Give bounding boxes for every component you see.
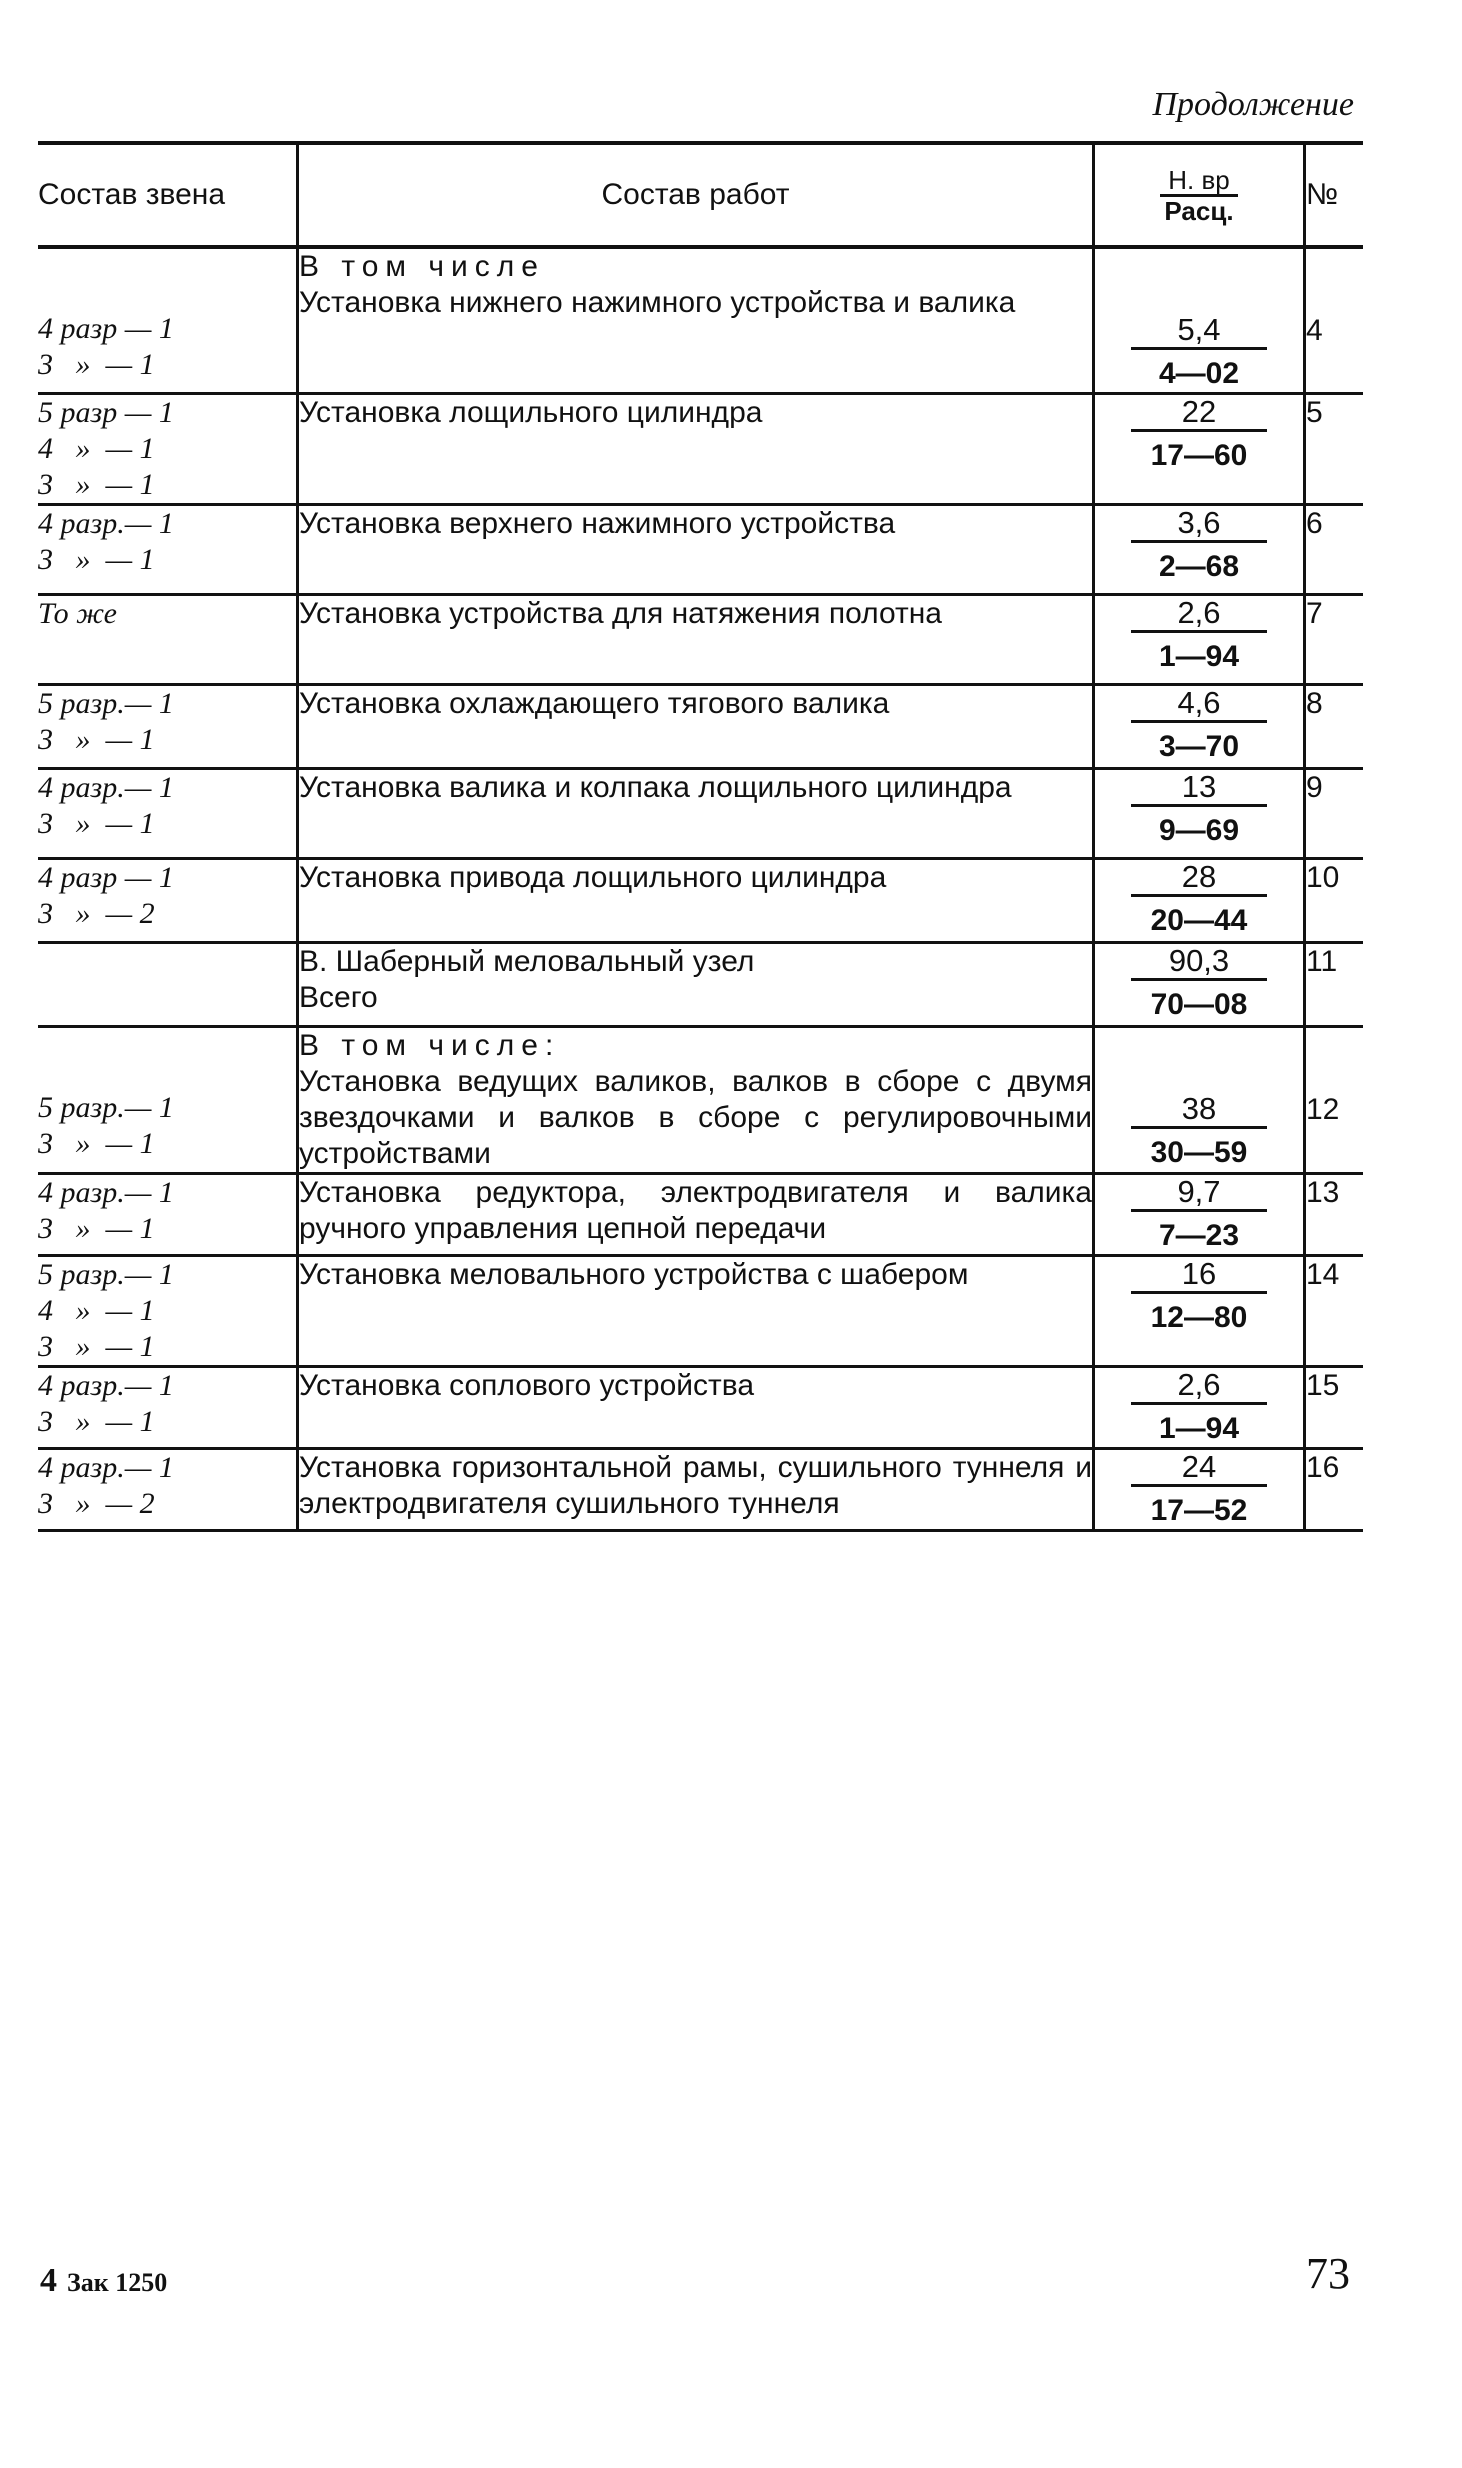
norms-table xyxy=(38,141,1363,1532)
crew-cell xyxy=(38,394,298,505)
crew-line: 4 разр.— 1 xyxy=(38,507,174,540)
work-description-cell xyxy=(298,1174,1094,1256)
rate-value: 20—44 xyxy=(1150,904,1248,937)
page-number: 73 xyxy=(1306,2249,1350,2298)
crew-line: 3 » — 2 xyxy=(38,897,155,930)
crew-line: 3 » — 1 xyxy=(38,723,155,756)
crew-line: 4 разр.— 1 xyxy=(38,1369,174,1402)
work-text: Установка ведущих валиков, валков в сборе с двумя звездочками и валков в сборе с регулировочными устройствами xyxy=(299,1065,1092,1170)
time-norm: 24 xyxy=(1131,1450,1267,1487)
table-header-row xyxy=(38,143,1363,247)
work-description-cell xyxy=(298,1449,1094,1531)
work-text: Установка валика и колпака лощильного цилиндра xyxy=(299,771,1012,804)
header-norm xyxy=(1094,143,1305,247)
table-row xyxy=(38,685,1363,769)
table-row xyxy=(38,595,1363,685)
row-number: 7 xyxy=(1305,595,1364,685)
time-norm: 2,6 xyxy=(1131,596,1267,633)
norm-cell xyxy=(1094,1449,1305,1531)
row-number: 9 xyxy=(1305,769,1364,859)
norm-cell xyxy=(1094,247,1305,394)
work-description-cell xyxy=(298,859,1094,943)
table-row xyxy=(38,1027,1363,1174)
rate-value: 3—70 xyxy=(1158,730,1240,763)
crew-line: 5 разр.— 1 xyxy=(38,1091,174,1124)
row-number: 16 xyxy=(1305,1449,1364,1531)
row-number: 15 xyxy=(1305,1367,1364,1449)
crew-line: 4 » — 1 xyxy=(38,432,155,465)
work-description-cell xyxy=(298,1367,1094,1449)
crew-cell xyxy=(38,595,298,685)
crew-line: 5 разр.— 1 xyxy=(38,687,174,720)
norm-cell xyxy=(1094,1174,1305,1256)
crew-line: 3 » — 1 xyxy=(38,348,155,381)
crew-cell xyxy=(38,943,298,1027)
header-norm-time: Н. вр xyxy=(1160,166,1238,197)
crew-cell xyxy=(38,769,298,859)
rate-value: 70—08 xyxy=(1150,988,1248,1021)
time-norm: 22 xyxy=(1131,395,1267,432)
table-row xyxy=(38,1449,1363,1531)
rate-value: 12—80 xyxy=(1150,1301,1248,1334)
table-row xyxy=(38,859,1363,943)
work-description-cell xyxy=(298,1256,1094,1367)
crew-line: 5 разр — 1 xyxy=(38,396,174,429)
table-row xyxy=(38,1367,1363,1449)
crew-line: 4 разр — 1 xyxy=(38,312,174,345)
time-norm: 4,6 xyxy=(1131,686,1267,723)
time-norm: 3,6 xyxy=(1131,506,1267,543)
header-work: Состав работ xyxy=(298,143,1094,247)
rate-value: 30—59 xyxy=(1150,1136,1248,1169)
work-text: Установка соплового устройства xyxy=(299,1369,755,1402)
table-row xyxy=(38,1174,1363,1256)
rate-value: 4—02 xyxy=(1158,357,1240,390)
work-description-cell xyxy=(298,505,1094,595)
row-number: 13 xyxy=(1305,1174,1364,1256)
crew-line: 4 » — 1 xyxy=(38,1294,155,1327)
header-number: № xyxy=(1305,143,1364,247)
crew-cell xyxy=(38,247,298,394)
work-description-cell xyxy=(298,769,1094,859)
row-number: 12 xyxy=(1305,1027,1364,1174)
crew-line: 4 разр.— 1 xyxy=(38,1451,174,1484)
header-crew: Состав звена xyxy=(38,143,298,247)
work-description-cell xyxy=(298,595,1094,685)
subtotal-heading: В том числе xyxy=(299,250,545,283)
work-description-cell xyxy=(298,394,1094,505)
crew-cell xyxy=(38,505,298,595)
rate-value: 1—94 xyxy=(1158,1412,1240,1445)
work-text: Установка верхнего нажимного устройства xyxy=(299,507,896,540)
table-row xyxy=(38,505,1363,595)
time-norm: 9,7 xyxy=(1131,1175,1267,1212)
table-row xyxy=(38,394,1363,505)
crew-line: 3 » — 1 xyxy=(38,1127,155,1160)
time-norm: 38 xyxy=(1131,1092,1267,1129)
time-norm: 5,4 xyxy=(1131,313,1267,350)
row-number: 8 xyxy=(1305,685,1364,769)
norm-cell xyxy=(1094,505,1305,595)
table-row xyxy=(38,769,1363,859)
work-text: Установка нижнего нажимного устройства и валика xyxy=(299,286,1016,319)
crew-line: 3 » — 1 xyxy=(38,807,155,840)
norm-cell xyxy=(1094,859,1305,943)
work-text: Установка горизонтальной рамы, сушильного туннеля и электродвигателя сушильного туннеля xyxy=(299,1451,1092,1520)
sheet-number: 4 xyxy=(40,2262,57,2299)
crew-cell xyxy=(38,859,298,943)
work-text: Установка редуктора, электродвигателя и валика ручного управления цепной передачи xyxy=(299,1176,1092,1245)
norm-cell xyxy=(1094,685,1305,769)
work-text: В. Шаберный меловальный узел xyxy=(299,945,755,978)
rate-value: 7—23 xyxy=(1158,1219,1240,1252)
work-text: Установка лощильного цилиндра xyxy=(299,396,763,429)
row-number: 6 xyxy=(1305,505,1364,595)
work-description-cell xyxy=(298,685,1094,769)
rate-value: 17—52 xyxy=(1150,1494,1248,1527)
norm-cell xyxy=(1094,1027,1305,1174)
crew-cell xyxy=(38,1027,298,1174)
crew-line: 4 разр.— 1 xyxy=(38,1176,174,1209)
time-norm: 2,6 xyxy=(1131,1368,1267,1405)
continuation-label: Продолжение xyxy=(1152,86,1354,123)
time-norm: 90,3 xyxy=(1131,944,1267,981)
header-norm-rate: Расц. xyxy=(1164,195,1234,226)
row-number: 14 xyxy=(1305,1256,1364,1367)
rate-value: 17—60 xyxy=(1150,439,1248,472)
time-norm: 13 xyxy=(1131,770,1267,807)
norm-cell xyxy=(1094,394,1305,505)
crew-cell xyxy=(38,1256,298,1367)
norm-cell xyxy=(1094,943,1305,1027)
subtotal-heading: В том числе: xyxy=(299,1029,561,1062)
crew-line: 4 разр.— 1 xyxy=(38,771,174,804)
crew-line: 3 » — 1 xyxy=(38,468,155,501)
work-text: Установка меловального устройства с шабером xyxy=(299,1258,969,1291)
order-number: Зак 1250 xyxy=(67,2268,168,2297)
rate-value: 1—94 xyxy=(1158,640,1240,673)
row-number: 4 xyxy=(1305,247,1364,394)
row-number: 10 xyxy=(1305,859,1364,943)
table-row xyxy=(38,247,1363,394)
crew-line: 3 » — 1 xyxy=(38,1330,155,1363)
work-text: Установка устройства для натяжения полотна xyxy=(299,597,942,630)
crew-line: 3 » — 2 xyxy=(38,1487,155,1520)
crew-line: 3 » — 1 xyxy=(38,1405,155,1438)
crew-line: 5 разр.— 1 xyxy=(38,1258,174,1291)
crew-line: 4 разр — 1 xyxy=(38,861,174,894)
rate-value: 2—68 xyxy=(1158,550,1240,583)
crew-cell xyxy=(38,1367,298,1449)
work-text: Всего xyxy=(299,981,378,1014)
time-norm: 28 xyxy=(1131,860,1267,897)
print-order-info xyxy=(40,2262,167,2300)
norm-cell xyxy=(1094,1256,1305,1367)
crew-cell xyxy=(38,685,298,769)
time-norm: 16 xyxy=(1131,1257,1267,1294)
work-description-cell xyxy=(298,1027,1094,1174)
row-number: 5 xyxy=(1305,394,1364,505)
crew-cell xyxy=(38,1174,298,1256)
rate-value: 9—69 xyxy=(1158,814,1240,847)
work-text: Установка охлаждающего тягового валика xyxy=(299,687,890,720)
row-number: 11 xyxy=(1305,943,1364,1027)
norm-cell xyxy=(1094,595,1305,685)
norm-cell xyxy=(1094,769,1305,859)
crew-line: То же xyxy=(38,597,117,630)
work-description-cell xyxy=(298,943,1094,1027)
work-text: Установка привода лощильного цилиндра xyxy=(299,861,887,894)
crew-line: 3 » — 1 xyxy=(38,543,155,576)
table-row xyxy=(38,943,1363,1027)
table-row xyxy=(38,1256,1363,1367)
work-description-cell xyxy=(298,247,1094,394)
crew-line: 3 » — 1 xyxy=(38,1212,155,1245)
table-body xyxy=(38,247,1363,1531)
crew-cell xyxy=(38,1449,298,1531)
norm-cell xyxy=(1094,1367,1305,1449)
